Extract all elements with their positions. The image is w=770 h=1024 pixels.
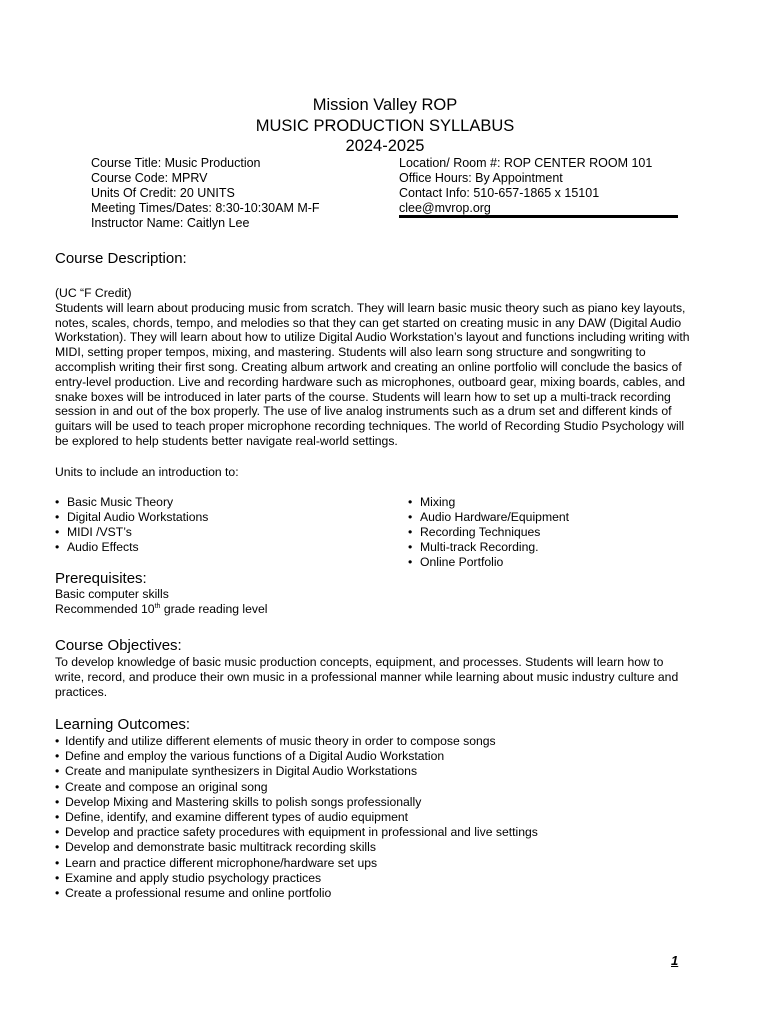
list-item: • Digital Audio Workstations (55, 510, 208, 525)
credit-note: (UC “F Credit) (55, 286, 132, 300)
prerequisite-computer-skills: Basic computer skills (55, 587, 169, 601)
contact-email: clee@mvrop.org (399, 201, 491, 215)
course-objectives-heading: Course Objectives: (55, 637, 182, 654)
office-hours: Office Hours: By Appointment (399, 171, 563, 185)
course-objectives-body (55, 655, 715, 699)
meeting-times: Meeting Times/Dates: 8:30-10:30AM M-F (91, 201, 320, 215)
description-line: MIDI, setting proper tempos, mixing, and mastering. Students will also learn song structure and songwriting to (55, 345, 646, 360)
list-item: • Examine and apply studio psychology practices (55, 871, 538, 886)
list-item: • Basic Music Theory (55, 495, 208, 510)
list-item: • Develop Mixing and Mastering skills to polish songs professionally (55, 795, 538, 810)
description-line: entry-level production. Live and recording hardware such as microphones, outboard gear, mixing boards, cables, and (55, 374, 686, 389)
course-description-heading: Course Description: (55, 250, 187, 267)
list-item: • Develop and practice safety procedures with equipment in professional and live settings (55, 825, 538, 840)
description-line: accomplish writing their first song. Creating album artwork and creating an online portfolio will conclude the basics of (55, 359, 682, 374)
syllabus-title: MUSIC PRODUCTION SYLLABUS (255, 116, 515, 135)
list-item: • Create and manipulate synthesizers in Digital Audio Workstations (55, 764, 538, 779)
units-list-right (408, 495, 569, 570)
objectives-line: To develop knowledge of basic music production concepts, equipment, and processes. Students will learn how to (55, 655, 664, 669)
list-item: • Audio Hardware/Equipment (408, 510, 569, 525)
list-item: • Identify and utilize different elements of music theory in order to compose songs (55, 734, 538, 749)
learning-outcomes-heading: Learning Outcomes: (55, 716, 191, 733)
description-line: Students will learn about producing music from scratch. They will learn basic music theory such as piano key layouts, (55, 300, 686, 315)
objectives-line: practices. (55, 684, 108, 699)
list-item: • Multi-track Recording. (408, 540, 569, 555)
document-title (0, 95, 770, 157)
page-number: 1 (671, 953, 679, 968)
course-title: Course Title: Music Production (91, 156, 261, 170)
description-line: session in and out of the box properly. The use of live analog instruments such as a drum set and different kinds of (55, 404, 672, 419)
units-intro: Units to include an introduction to: (55, 465, 239, 479)
description-line: snake boxes will be introduced in later parts of the course. Students will learn how to set up a multi-track recording (55, 389, 671, 404)
list-item: • Define, identify, and examine different types of audio equipment (55, 810, 538, 825)
description-line: notes, scales, chords, tempo, and melodies so that they can get started on creating music in any DAW (Digital Audio (55, 315, 682, 330)
contact-info: Contact Info: 510-657-1865 x 15101 (399, 186, 600, 200)
course-code: Course Code: MPRV (91, 171, 208, 185)
list-item: • Define and employ the various functions of a Digital Audio Workstation (55, 749, 538, 764)
list-item: • Learn and practice different microphone/hardware set ups (55, 856, 538, 871)
prerequisite-reading-level: Recommended 10th grade reading level (55, 601, 268, 616)
list-item: • Mixing (408, 495, 569, 510)
course-info-right (399, 156, 652, 216)
prerequisites-heading: Prerequisites: (55, 570, 147, 587)
description-line: Workstation). They will learn about how to utilize Digital Audio Workstation’s layout and functions including writing with (55, 330, 690, 345)
objectives-line: write, record, and produce their own music in a professional manner while learning about music industry culture and (55, 669, 679, 684)
list-item: • Audio Effects (55, 540, 208, 555)
list-item: • Create and compose an original song (55, 780, 538, 795)
school-year: 2024-2025 (345, 137, 425, 155)
location-room: Location/ Room #: ROP CENTER ROOM 101 (399, 156, 653, 170)
description-line: guitars will be used to teach proper microphone recording techniques. The world of Recording Studio Psychology will (55, 419, 685, 434)
list-item: • MIDI /VST’s (55, 525, 208, 540)
organization-name: Mission Valley ROP (312, 96, 458, 114)
units-list-left (55, 495, 208, 555)
list-item: • Create a professional resume and online portfolio (55, 886, 538, 901)
header-divider (399, 215, 678, 218)
list-item: • Recording Techniques (408, 525, 569, 540)
list-item: • Develop and demonstrate basic multitrack recording skills (55, 840, 538, 855)
course-description-body (55, 286, 715, 449)
learning-outcomes-list (55, 734, 538, 901)
list-item: • Online Portfolio (408, 555, 569, 570)
prerequisites-body (55, 587, 715, 617)
course-info-left (91, 156, 320, 231)
description-line: be explored to help students better navigate real-world settings. (55, 433, 398, 448)
instructor-name: Instructor Name: Caitlyn Lee (91, 216, 250, 230)
units-of-credit: Units Of Credit: 20 UNITS (91, 186, 235, 200)
